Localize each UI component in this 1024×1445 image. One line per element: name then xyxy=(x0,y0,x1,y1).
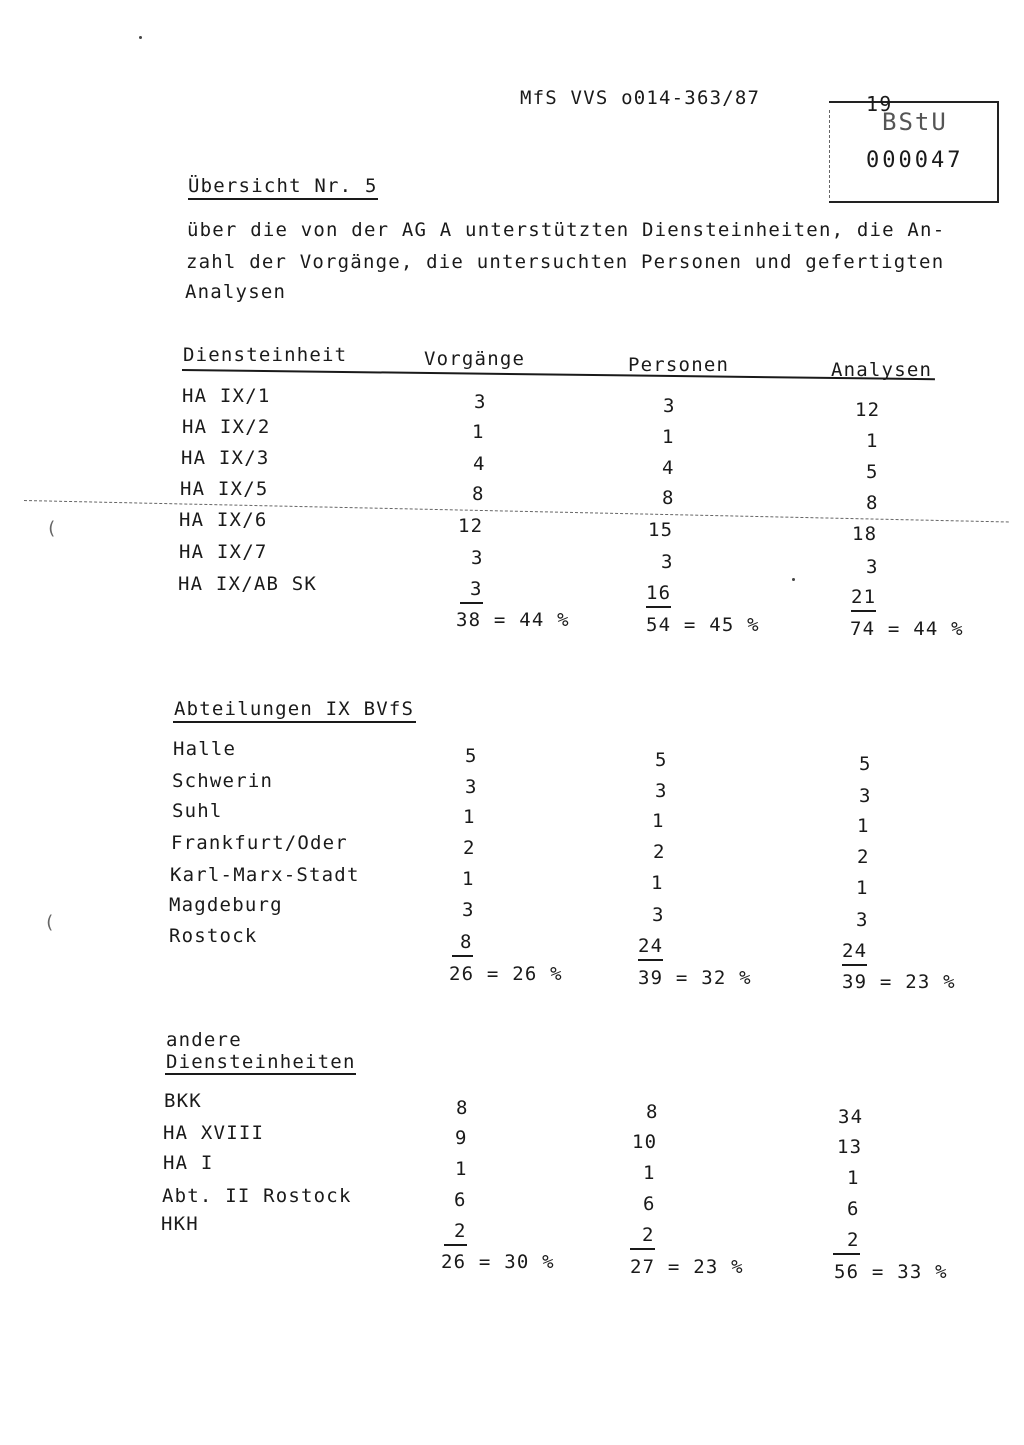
column-header-vorgaenge: Vorgänge xyxy=(424,348,526,370)
scan-artifact-line xyxy=(24,500,1009,522)
total-analysen: 74 = 44 % xyxy=(850,618,964,640)
cell-personen: 1 xyxy=(651,872,664,894)
cell-analysen: 6 xyxy=(847,1198,860,1220)
column-header-personen: Personen xyxy=(628,354,730,376)
document-reference: MfS VVS o014-363/87 xyxy=(520,87,761,109)
column-header-analysen: Analysen xyxy=(831,359,933,381)
cell-personen: 3 xyxy=(661,551,674,573)
section-heading-underline xyxy=(165,1073,356,1075)
row-name: BKK xyxy=(164,1090,202,1112)
cell-vorgaenge: 3 xyxy=(471,547,484,569)
cell-vorgaenge: 3 xyxy=(460,577,483,604)
section-heading: Diensteinheiten xyxy=(166,1051,356,1073)
cell-analysen: 8 xyxy=(866,492,879,514)
cell-vorgaenge: 5 xyxy=(465,745,478,767)
cell-analysen: 2 xyxy=(857,846,870,868)
archive-stamp-left-edge xyxy=(829,110,831,198)
total-vorgaenge: 26 = 26 % xyxy=(449,963,563,985)
section-heading-line1: andere xyxy=(166,1029,242,1051)
cell-personen: 5 xyxy=(655,749,668,771)
cell-vorgaenge: 1 xyxy=(463,806,476,828)
cell-analysen: 24 xyxy=(842,939,867,966)
cell-analysen: 1 xyxy=(847,1167,860,1189)
total-personen: 54 = 45 % xyxy=(646,614,760,636)
cell-analysen: 1 xyxy=(856,877,869,899)
cell-vorgaenge: 8 xyxy=(472,483,485,505)
cell-vorgaenge: 4 xyxy=(473,453,486,475)
cell-vorgaenge: 9 xyxy=(455,1127,468,1149)
section-heading-underline xyxy=(173,721,416,723)
cell-vorgaenge: 1 xyxy=(462,868,475,890)
cell-personen: 8 xyxy=(662,487,675,509)
row-name: Rostock xyxy=(169,925,258,947)
cell-vorgaenge: 2 xyxy=(444,1219,467,1246)
cell-vorgaenge: 1 xyxy=(455,1158,468,1180)
cell-personen: 4 xyxy=(662,457,675,479)
row-name: HA IX/AB SK xyxy=(178,573,318,595)
cell-personen: 2 xyxy=(630,1223,655,1250)
cell-analysen: 18 xyxy=(852,523,878,545)
section-heading: Abteilungen IX BVfS xyxy=(174,698,415,720)
cell-personen: 24 xyxy=(638,934,663,961)
total-analysen: 39 = 23 % xyxy=(842,971,956,993)
cell-vorgaenge: 1 xyxy=(472,421,485,443)
row-name: HA XVIII xyxy=(163,1122,265,1144)
speck xyxy=(792,578,795,581)
cell-analysen: 1 xyxy=(857,815,870,837)
cell-analysen: 34 xyxy=(838,1106,864,1128)
cell-analysen: 5 xyxy=(866,461,879,483)
cell-vorgaenge: 3 xyxy=(474,391,487,413)
row-name: Suhl xyxy=(172,800,223,822)
intro-line-1: über die von der AG A unterstützten Diensteinheiten, die An- xyxy=(187,219,946,241)
cell-personen: 10 xyxy=(632,1131,658,1153)
row-name: HKH xyxy=(161,1213,199,1235)
row-name: Frankfurt/Oder xyxy=(171,832,348,854)
cell-personen: 1 xyxy=(643,1162,656,1184)
cell-vorgaenge: 12 xyxy=(458,515,484,537)
row-name: HA IX/5 xyxy=(180,478,269,500)
total-vorgaenge: 26 = 30 % xyxy=(441,1251,555,1273)
row-name: Schwerin xyxy=(172,770,274,792)
punch-hole-mark: ( xyxy=(44,912,57,933)
row-name: Halle xyxy=(173,738,237,760)
punch-hole-mark: ( xyxy=(46,518,59,539)
cell-vorgaenge: 6 xyxy=(454,1189,467,1211)
cell-personen: 3 xyxy=(655,780,668,802)
cell-analysen: 2 xyxy=(833,1228,860,1255)
speck xyxy=(139,36,142,39)
page-number: 19 xyxy=(866,92,893,116)
cell-personen: 2 xyxy=(653,841,666,863)
row-name: Abt. II Rostock xyxy=(162,1185,352,1207)
total-personen: 27 = 23 % xyxy=(630,1256,744,1278)
cell-analysen: 3 xyxy=(856,909,869,931)
archive-stamp-number: 000047 xyxy=(866,148,964,173)
column-header-diensteinheit: Diensteinheit xyxy=(183,344,348,366)
cell-vorgaenge: 3 xyxy=(465,776,478,798)
cell-analysen: 1 xyxy=(866,430,879,452)
cell-vorgaenge: 3 xyxy=(462,899,475,921)
cell-analysen: 5 xyxy=(859,753,872,775)
row-name: Magdeburg xyxy=(169,894,283,916)
total-analysen: 56 = 33 % xyxy=(834,1261,948,1283)
cell-personen: 3 xyxy=(663,395,676,417)
cell-personen: 8 xyxy=(646,1101,659,1123)
cell-vorgaenge: 2 xyxy=(463,837,476,859)
cell-analysen: 12 xyxy=(855,399,881,421)
row-name: HA IX/1 xyxy=(182,385,271,407)
header-underline xyxy=(182,369,935,380)
cell-personen: 15 xyxy=(648,519,674,541)
cell-analysen: 3 xyxy=(859,785,872,807)
total-vorgaenge: 38 = 44 % xyxy=(456,609,570,631)
cell-analysen: 3 xyxy=(866,556,879,578)
total-personen: 39 = 32 % xyxy=(638,967,752,989)
row-name: HA IX/6 xyxy=(179,509,268,531)
cell-personen: 3 xyxy=(652,904,665,926)
document-title: Übersicht Nr. 5 xyxy=(188,174,378,200)
cell-personen: 1 xyxy=(652,810,665,832)
row-name: HA IX/7 xyxy=(179,541,268,563)
intro-line-2: zahl der Vorgänge, die untersuchten Personen und gefertigten xyxy=(186,251,945,273)
archive-stamp-title: BStU xyxy=(882,108,948,136)
cell-personen: 1 xyxy=(662,426,675,448)
cell-vorgaenge: 8 xyxy=(452,930,473,957)
cell-analysen: 21 xyxy=(851,585,876,612)
cell-personen: 16 xyxy=(646,581,671,608)
row-name: HA IX/3 xyxy=(181,447,270,469)
cell-personen: 6 xyxy=(643,1193,656,1215)
cell-vorgaenge: 8 xyxy=(456,1097,469,1119)
row-name: HA I xyxy=(163,1152,214,1174)
intro-line-3: Analysen xyxy=(185,281,287,303)
row-name: HA IX/2 xyxy=(182,416,271,438)
cell-analysen: 13 xyxy=(837,1136,863,1158)
row-name: Karl-Marx-Stadt xyxy=(170,864,360,886)
